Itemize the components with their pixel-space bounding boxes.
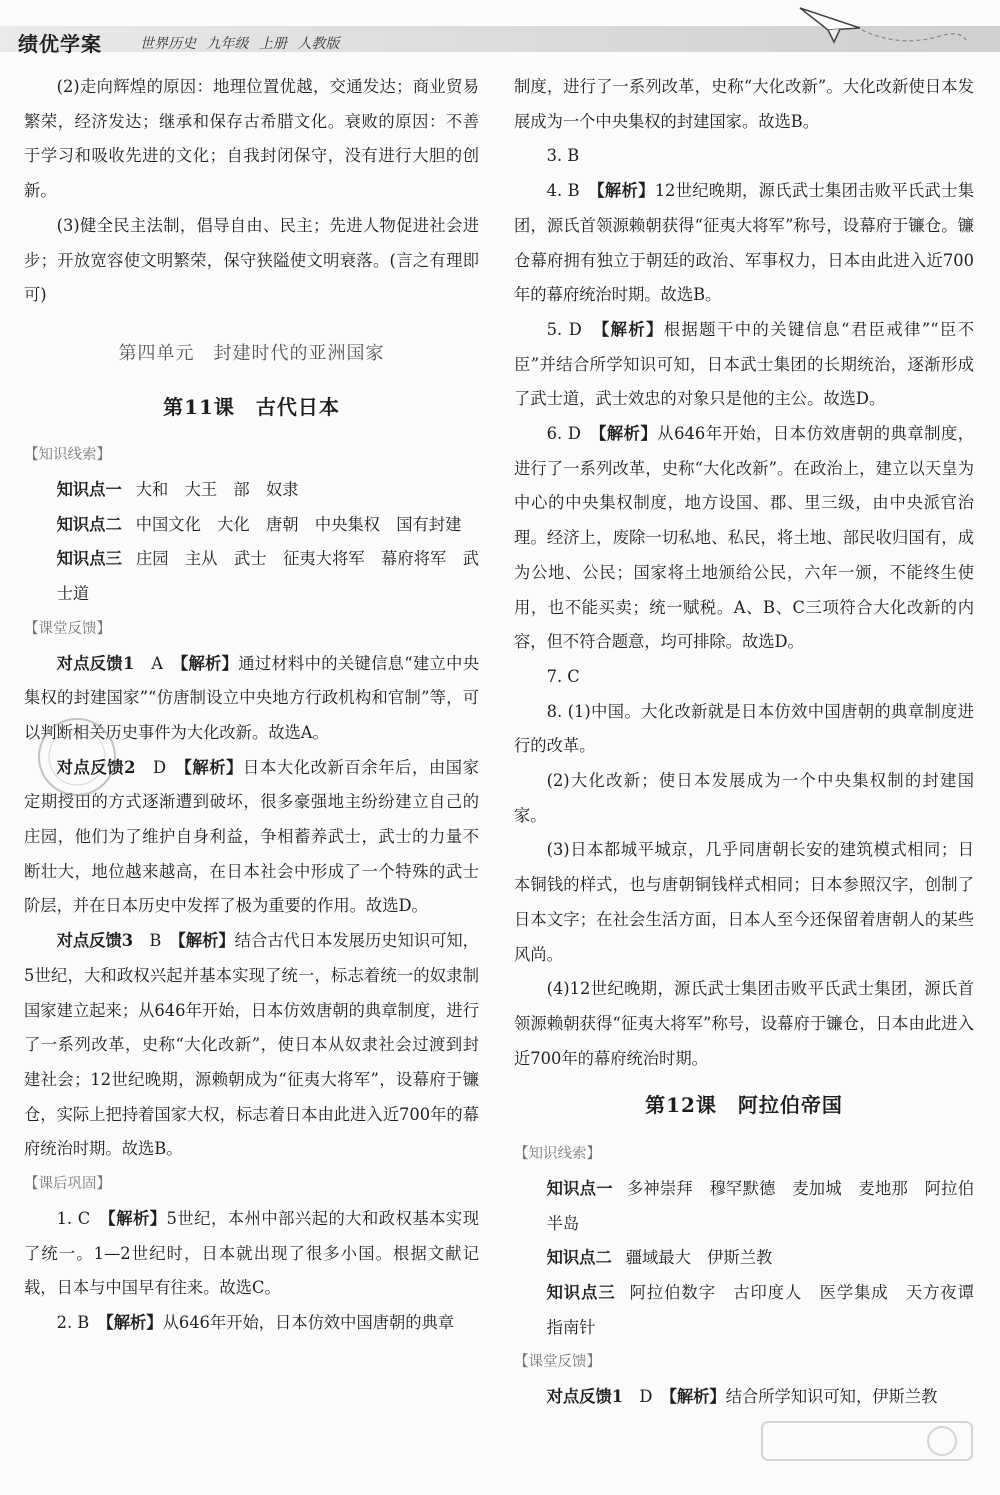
question-7: 7. C bbox=[546, 666, 580, 686]
knowledge-point-3: 知识点三 庄园 主从 武士 征夷大将军 幕府将军 武士道 bbox=[56, 549, 479, 604]
lesson-11-title: 第11课 古代日本 bbox=[163, 394, 340, 419]
question-6: 6. D 【解析】从646年开始，日本仿效唐朝的典章制度，进行了一系列改革，史称“大化改新”。在政治上，建立以天皇为中心的中央集权制度，地方设国、郡、里三级，由中央派官治理。经济上，废除一切私地、私民，将土地、部民收归国有，成为公地、公民；国家将土地颁给公民，六年一颁，不能终生使用，也不能买卖；统一赋税。A、B、C三项符合大化改新的内容，但不符合题意，均可排除。故选D。 bbox=[514, 424, 975, 652]
section-knowledge-clue-2: 【知识线索】 bbox=[514, 1146, 601, 1163]
knowledge-point-2: 知识点二 中国文化 大化 唐朝 中央集权 国有封建 bbox=[56, 514, 462, 534]
right-column bbox=[514, 70, 991, 1415]
feedback-3: 对点反馈3 B 【解析】结合古代日本发展历史知识可知，5世纪，大和政权兴起并基本实现了统一，标志着统一的奴隶制国家建立起来；从646年开始，日本仿效唐朝的典章制度，进行了一系列改革，史称“大化改新”，使日本从奴隶社会过渡到封建社会；12世纪晚期，源赖朝成为“征夷大将军”，设幕府于镰仓，实际上把持着国家大权，标志着日本由此进入近700年的幕府统治时期。故选B。 bbox=[24, 931, 479, 1159]
knowledge-point-3-b: 知识点三 阿拉伯数字 古印度人 医学集成 天方夜谭 指南针 bbox=[546, 1282, 991, 1337]
question-1: 1. C 【解析】5世纪，本州中部兴起的大和政权基本实现了统一。1—2世纪时，日本就出现了很多小国。根据文献记载，日本与中国早有往来。故选C。 bbox=[24, 1208, 479, 1298]
paper-plane-icon bbox=[790, 0, 970, 55]
unit-title: 第四单元 封建时代的亚洲国家 bbox=[118, 342, 385, 364]
question-8-part-3: (3)日本都城平城京，几乎同唐朝长安的建筑模式相同；日本铜钱的样式，也与唐朝铜钱样式相同；日本参照汉字，创制了日本文字；在社会生活方面，日本人至今还保留着唐朝人的某些风尚。 bbox=[514, 840, 974, 964]
question-8-part-2: (2)大化改新；使日本发展成为一个中央集权制的封建国家。 bbox=[514, 771, 974, 825]
answer-3: (3)健全民主法制，倡导自由、民主；先进人物促进社会进步；开放宽容使文明繁荣，保守狭隘使文明衰落。(言之有理即可) bbox=[24, 215, 479, 305]
lesson-12-title: 第12课 阿拉伯帝国 bbox=[645, 1093, 843, 1118]
library-stamp-icon bbox=[35, 715, 120, 800]
section-knowledge-clue: 【知识线索】 bbox=[24, 447, 111, 464]
book-meta: 世界历史 九年级 上册 人教版 bbox=[140, 36, 340, 52]
answer-2: (2)走向辉煌的原因：地理位置优越，交通发达；商业贸易繁荣，经济发达；继承和保存古希腊文化。衰败的原因：不善于学习和吸收先进的文化；自我封闭保守，没有进行大胆的创新。 bbox=[24, 77, 479, 201]
knowledge-point-1: 知识点一 大和 大王 部 奴隶 bbox=[56, 480, 299, 500]
knowledge-point-1-b: 知识点一 多神崇拜 穆罕默德 麦加城 麦地那 阿拉伯半岛 bbox=[546, 1178, 974, 1233]
brand-logo-text: 绩优学案 bbox=[18, 32, 102, 56]
question-5: 5. D 【解析】根据题干中的关键信息“君臣戒律”“臣不臣”并结合所学知识可知，日本武士集团的长期统治，逐渐形成了武士道，武士效忠的对象只是他的主公。故选D。 bbox=[514, 319, 974, 409]
watermark-logo-icon bbox=[752, 1417, 982, 1487]
question-8-part-1: 8. (1)中国。大化改新就是日本仿效中国唐朝的典章制度进行的改革。 bbox=[514, 701, 974, 756]
section-class-feedback-2: 【课堂反馈】 bbox=[514, 1354, 601, 1371]
section-after-class: 【课后巩固】 bbox=[24, 1176, 111, 1193]
feedback-1-b: 对点反馈1 D 【解析】结合所学知识可知，伊斯兰教 bbox=[546, 1387, 938, 1407]
knowledge-point-2-b: 知识点二 疆域最大 伊斯兰教 bbox=[546, 1248, 773, 1268]
left-column bbox=[24, 70, 479, 1341]
feedback-2: 对点反馈2 D 【解析】日本大化改新百余年后，由国家定期授田的方式逐渐遭到破坏，很多豪强地主纷纷建立自己的庄园，他们为了维护自身利益，争相蓄养武士，武士的力量不断壮大，地位越来越高，在日本社会中形成了一个特殊的武士阶层，并在日本历史中发挥了极为重要的作用。故选D。 bbox=[24, 757, 479, 916]
section-class-feedback: 【课堂反馈】 bbox=[24, 620, 111, 637]
question-3: 3. B bbox=[546, 146, 580, 166]
question-4: 4. B 【解析】12世纪晚期，源氏武士集团击败平氏武士集团，源氏首领源赖朝获得“征夷大将军”称号，设幕府于镰仓。镰仓幕府拥有独立于朝廷的政治、军事权力，日本由此进入近700年的幕府统治时期。故选B。 bbox=[514, 181, 974, 305]
question-8-part-4: (4)12世纪晚期，源氏武士集团击败平氏武士集团，源氏首领源赖朝获得“征夷大将军”称号，设幕府于镰仓，日本由此进入近700年的幕府统治时期。 bbox=[514, 979, 974, 1068]
feedback-1: 对点反馈1 A 【解析】通过材料中的关键信息“建立中央集权的封建国家”“仿唐制设立中央地方行政机构和官制”等，可以判断相关历史事件为大化改新。故选A。 bbox=[24, 653, 479, 742]
question-2: 2. B 【解析】从646年开始，日本仿效中国唐朝的典章 bbox=[56, 1312, 455, 1332]
page-header bbox=[0, 0, 1000, 62]
question-2-continued: 制度，进行了一系列改革，史称“大化改新”。大化改新使日本发展成为一个中央集权的封建国家。故选B。 bbox=[514, 77, 974, 131]
